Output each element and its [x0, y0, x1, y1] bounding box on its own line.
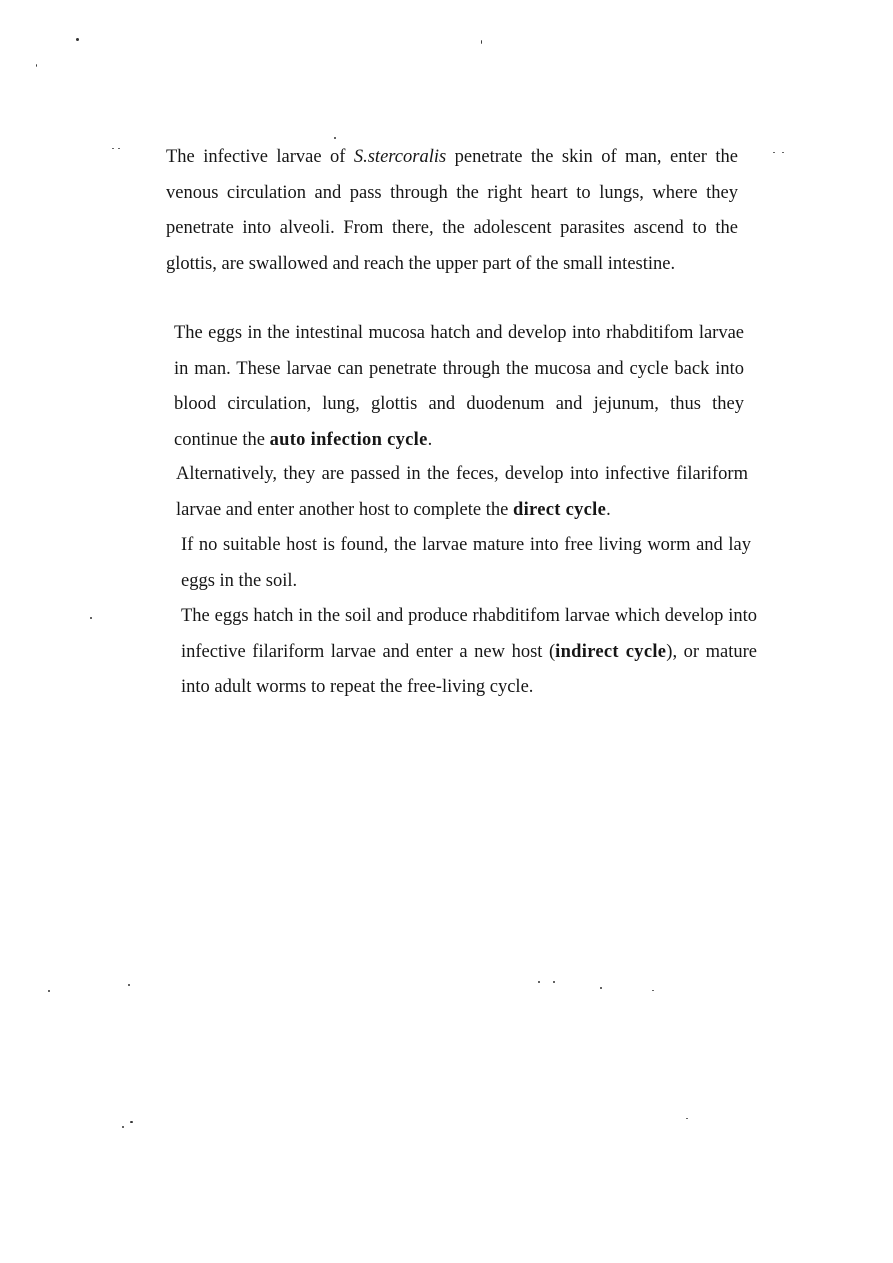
scan-speck [600, 987, 602, 989]
scan-speck [118, 148, 120, 149]
scan-speck [48, 990, 50, 992]
scan-speck [553, 981, 555, 983]
scan-speck [773, 152, 775, 153]
scan-speck [122, 1126, 124, 1128]
species-name: S.stercoralis [353, 147, 447, 167]
scan-speck [686, 1118, 688, 1119]
paragraph-text: penetrate the skin of man, enter the venous circulation and pass through the right heart to lungs, where they penetrate into alveoli. From there, the adolescent parasites ascend to the glottis, are swallowed and reach the upper part of the small intestine. [166, 147, 739, 274]
paragraph-text: The eggs hatch in the soil and produce rhabditifom larvae which develop into infective filariform larvae and enter a new host ( [181, 606, 757, 662]
scan-speck [782, 152, 784, 153]
key-term: direct cycle [512, 499, 607, 520]
paragraph-text: Alternatively, they are passed in the feces, develop into infective filariform larvae and enter another host to complete the [176, 464, 748, 520]
scan-speck [112, 148, 114, 149]
paragraph-direct-cycle [176, 457, 748, 528]
scan-speck [76, 38, 79, 41]
scan-speck [334, 137, 336, 139]
paragraph-text: . [606, 499, 611, 520]
paragraph-text: If no suitable host is found, the larvae mature into free living worm and lay eggs in the soil. [181, 535, 751, 591]
paragraph-indirect-cycle [181, 599, 757, 706]
key-term: auto infection cycle [269, 429, 428, 450]
paragraph-text: The eggs in the intestinal mucosa hatch and develop into rhabditifom larvae in man. These larvae can penetrate through the mucosa and cycle back into blood circulation, lung, glottis and duodenum and jejunum, thus they continue the [174, 323, 744, 450]
scan-speck [538, 981, 540, 983]
scan-speck [36, 64, 37, 67]
paragraph-text: ), or mature into adult worms to repeat the free-living cycle. [181, 641, 757, 697]
paragraph-text: The infective larvae of [166, 147, 354, 167]
paragraph-auto-infection [174, 316, 744, 458]
scan-speck [652, 990, 654, 991]
key-term: indirect cycle [555, 641, 667, 662]
paragraph-free-living [181, 528, 751, 599]
scan-speck [481, 40, 482, 44]
paragraph-text: . [427, 429, 433, 450]
paragraph-infective-larvae [166, 140, 738, 282]
scan-speck [130, 1121, 133, 1123]
scan-speck [128, 984, 130, 986]
scan-speck [90, 617, 92, 619]
